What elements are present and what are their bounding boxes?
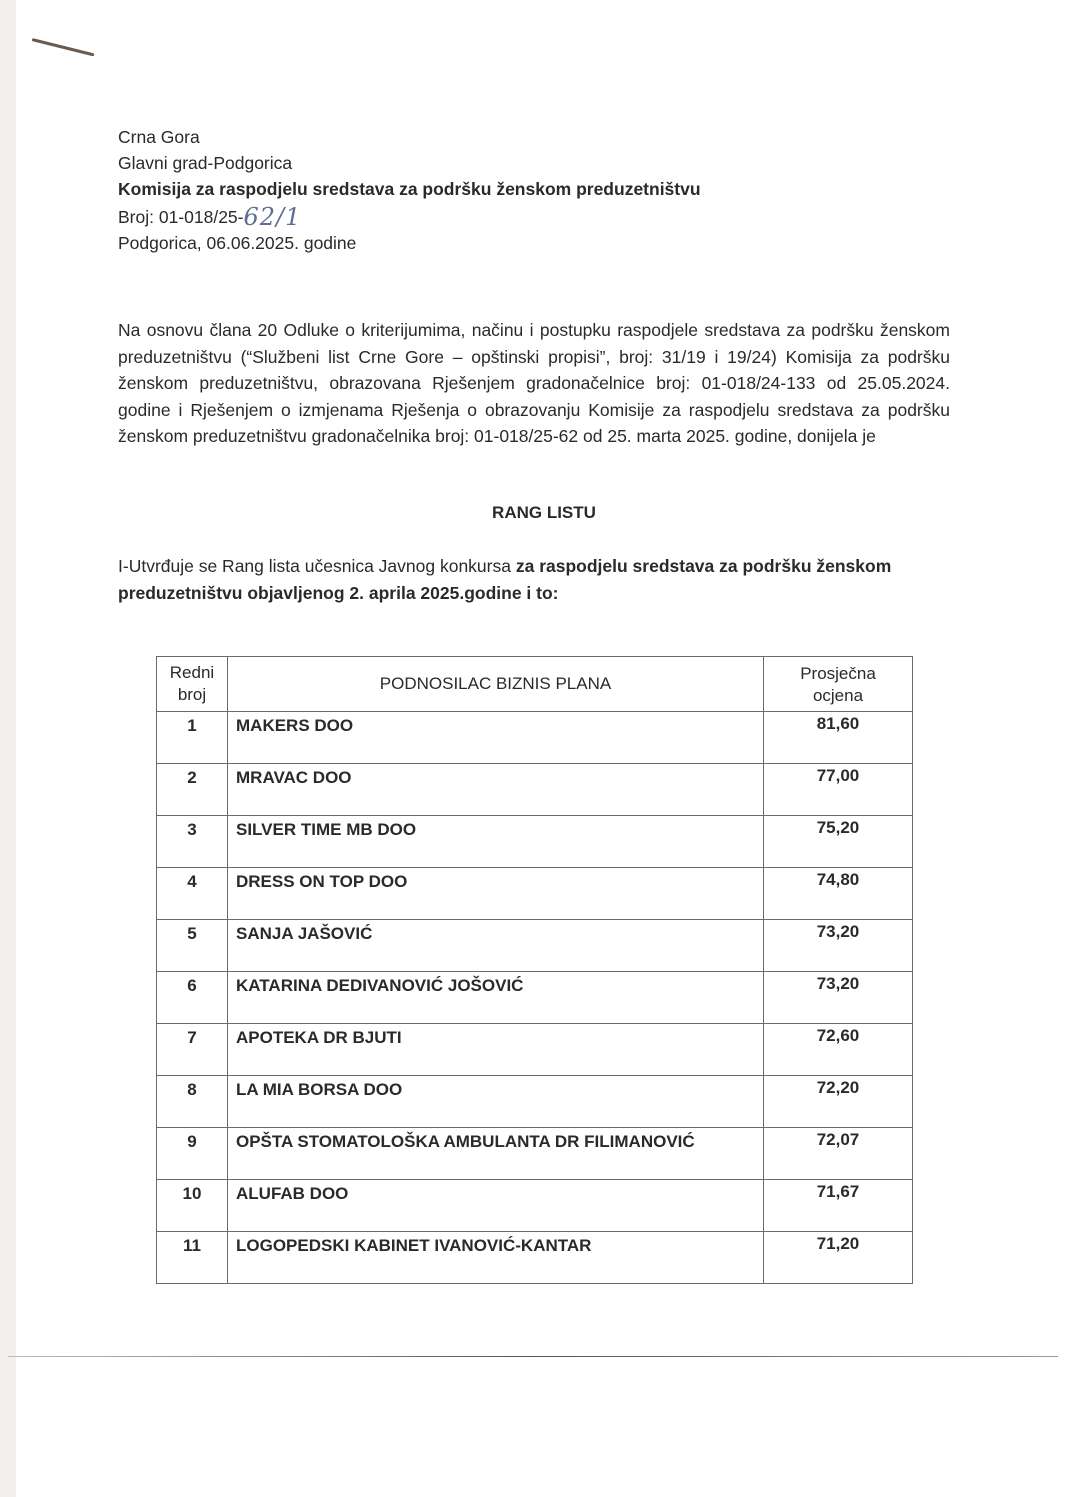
table-row — [157, 1232, 913, 1284]
score-cell: 77,00 — [764, 764, 913, 816]
handwritten-number: 62/1 — [243, 203, 302, 231]
document-number — [118, 202, 701, 230]
rank-cell: 8 — [157, 1076, 228, 1128]
rank-cell: 7 — [157, 1024, 228, 1076]
ranking-table — [156, 656, 913, 1284]
table-row — [157, 1024, 913, 1076]
table-row — [157, 1076, 913, 1128]
score-cell: 72,20 — [764, 1076, 913, 1128]
table-row — [157, 972, 913, 1024]
score-cell: 73,20 — [764, 972, 913, 1024]
header-rank-line2: broj — [177, 685, 207, 704]
score-cell: 71,67 — [764, 1180, 913, 1232]
applicant-cell: MAKERS DOO — [228, 712, 764, 764]
score-cell: 75,20 — [764, 816, 913, 868]
rank-cell: 10 — [157, 1180, 228, 1232]
pen-mark — [32, 38, 95, 56]
rank-cell: 4 — [157, 868, 228, 920]
header-applicant: PODNOSILAC BIZNIS PLANA — [228, 657, 764, 712]
table-row — [157, 1128, 913, 1180]
table-row — [157, 1180, 913, 1232]
header-score-line2: ocjena — [812, 686, 864, 705]
table-row — [157, 712, 913, 764]
score-cell: 73,20 — [764, 920, 913, 972]
intro-text-bold: za raspodjelu sredstava za podršku ženskom preduzetništvu objavljenog 2. aprila 2025.godine i to: — [118, 556, 892, 603]
city: Glavni grad-Podgorica — [118, 153, 293, 173]
intro-text: I-Utvrđuje se Rang lista učesnica Javnog konkursa — [118, 556, 516, 576]
rank-cell: 6 — [157, 972, 228, 1024]
rank-cell: 3 — [157, 816, 228, 868]
applicant-cell: LOGOPEDSKI KABINET IVANOVIĆ-KANTAR — [228, 1232, 764, 1284]
table-row — [157, 868, 913, 920]
table-row — [157, 920, 913, 972]
rank-cell: 9 — [157, 1128, 228, 1180]
preamble-paragraph: Na osnovu člana 20 Odluke o kriterijumima, načinu i postupku raspodjele sredstava za podršku ženskom preduzetništvu (“Službeni list Crne Gore – opštinski propisi”, broj: 31/19 i 19/24) Komisija za podršku ženskom preduzetništvu, obrazovana Rješenjem gradonačelnice broj: 01-018/24-133 od 25.05.2024. godine i Rješenjem o izmjenama Rješenja o obrazovanju Komisije za raspodjelu sredstava za podršku ženskom preduzetništvu gradonačelnika broj: 01-018/25-62 od 25. marta 2025. godine, donijela je — [118, 320, 950, 446]
applicant-cell: DRESS ON TOP DOO — [228, 868, 764, 920]
applicant-cell: ALUFAB DOO — [228, 1180, 764, 1232]
document-header — [118, 124, 701, 256]
score-cell: 72,07 — [764, 1128, 913, 1180]
applicant-cell: KATARINA DEDIVANOVIĆ JOŠOVIĆ — [228, 972, 764, 1024]
table-row — [157, 764, 913, 816]
applicant-cell: MRAVAC DOO — [228, 764, 764, 816]
header-rank-line1: Redni — [169, 663, 215, 682]
header-score-line1: Prosječna — [800, 664, 876, 683]
commission-name: Komisija za raspodjelu sredstava za podršku ženskom preduzetništvu — [118, 179, 701, 199]
header-score — [764, 657, 913, 712]
place-date: Podgorica, 06.06.2025. godine — [118, 233, 357, 253]
applicant-cell: APOTEKA DR BJUTI — [228, 1024, 764, 1076]
rank-cell: 1 — [157, 712, 228, 764]
country: Crna Gora — [118, 127, 200, 147]
rank-cell: 5 — [157, 920, 228, 972]
applicant-cell: SANJA JAŠOVIĆ — [228, 920, 764, 972]
score-cell: 74,80 — [764, 868, 913, 920]
score-cell: 81,60 — [764, 712, 913, 764]
footer-divider — [8, 1356, 1058, 1357]
header-rank — [157, 657, 228, 712]
scan-edge — [0, 0, 16, 1497]
document-number-label: Broj: 01-018/25- — [118, 207, 244, 227]
rank-cell: 2 — [157, 764, 228, 816]
score-cell: 71,20 — [764, 1232, 913, 1284]
table-row — [157, 816, 913, 868]
document-title: RANG LISTU — [492, 503, 596, 522]
rank-cell: 11 — [157, 1232, 228, 1284]
score-cell: 72,60 — [764, 1024, 913, 1076]
applicant-cell: LA MIA BORSA DOO — [228, 1076, 764, 1128]
applicant-cell: SILVER TIME MB DOO — [228, 816, 764, 868]
intro-paragraph — [118, 553, 958, 607]
table-header-row — [157, 657, 913, 712]
applicant-cell: OPŠTA STOMATOLOŠKA AMBULANTA DR FILIMANOVIĆ — [228, 1128, 764, 1180]
